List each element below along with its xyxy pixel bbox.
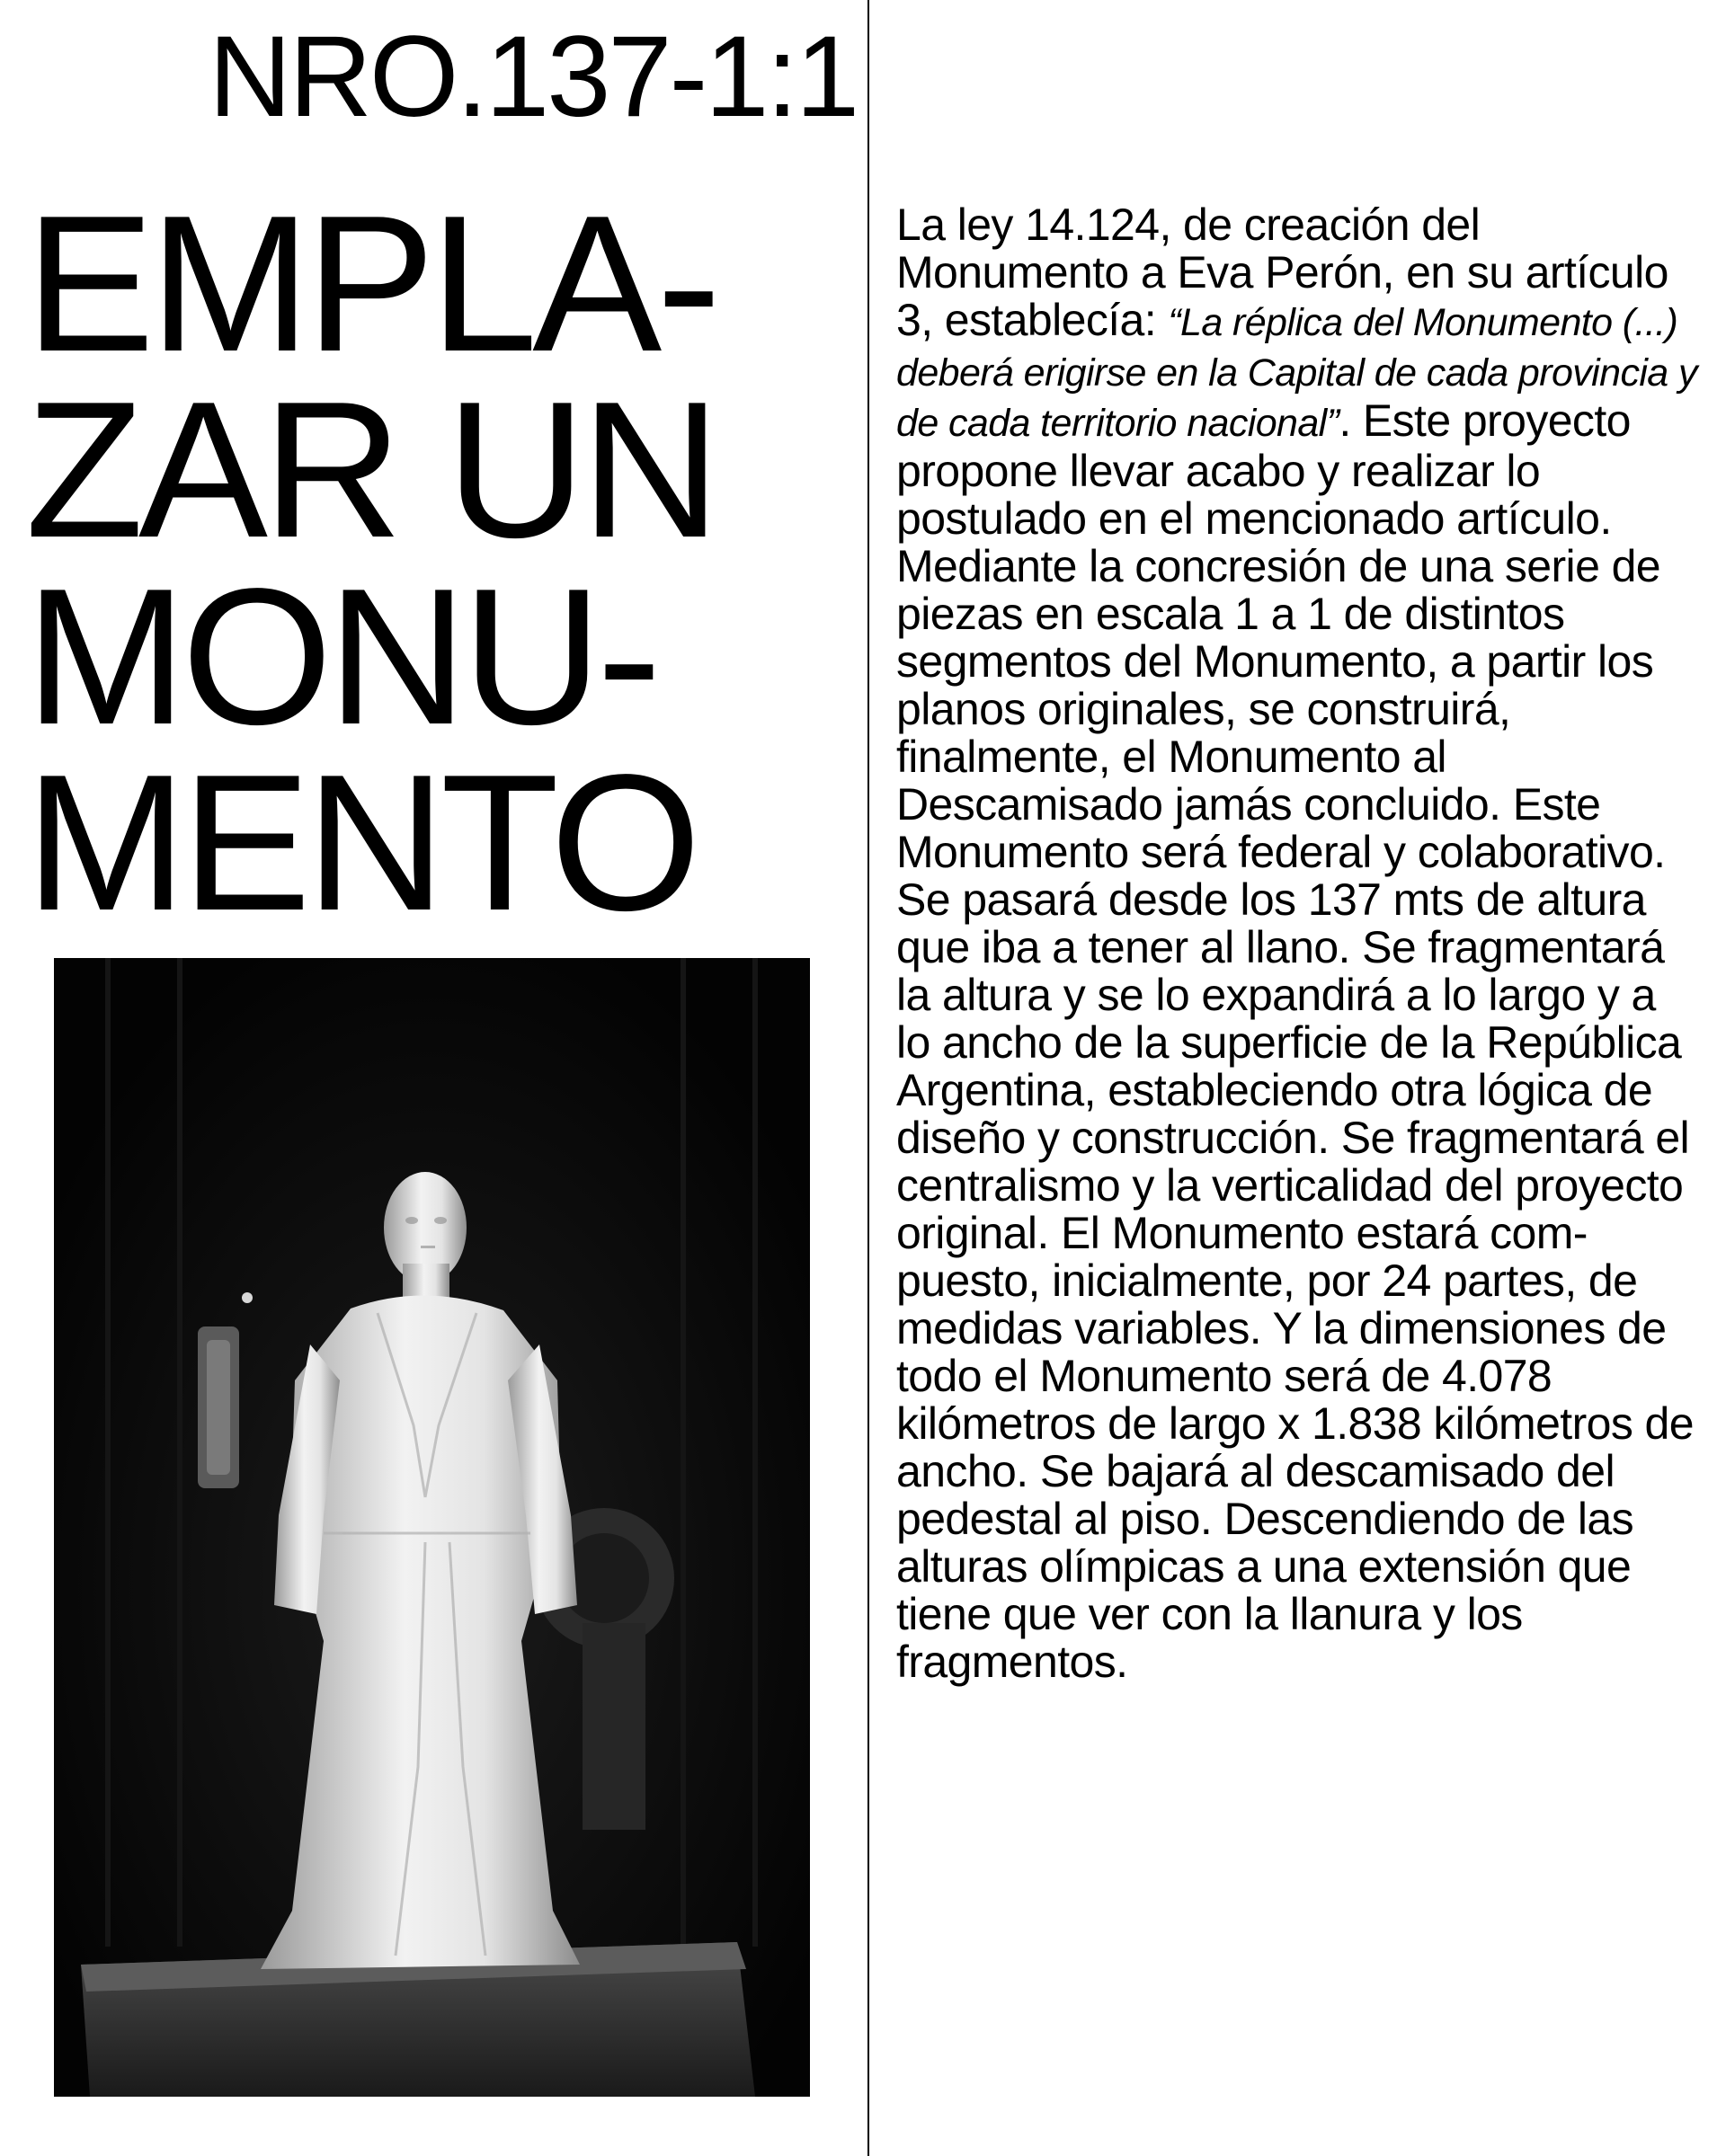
article-rest: . Este proyecto propone llevar acabo y realizar lo postulado en el mencionado artículo. Mediante la concresión de una serie de piezas en escala 1 a 1 de distintos segmentos del Monumento, a partir los planos originales, se construirá, finalmente, el Monumento al Descamisado jamás concluido. Este Monumento será federal y colaborativo. Se pasará desde los 137 mts de altura que iba a tener al llano. Se fragmentará la altura y se lo expandirá a lo largo y a lo ancho de la superficie de la República Argentina, estableciendo otra lógica de diseño y construcción. Se fragmentará el centralismo y la verticalidad del proyecto original. El Monumento estará compuesto, inicialmente, por 24 partes, de medidas variables. Y la dimensiones de todo el Monumento será de 4.078 kilómetros de largo x 1.838 kilómetros de ancho. Se bajará al descamisado del pedestal al piso. Descendiendo de las alturas olímpicas a una extensión que tiene que ver con la llanura y los fragmentos.	[896, 395, 1694, 1687]
article-quote: “La réplica del Monumento (...) deberá erigirse en la Capital de cada provincia y de cada territorio nacional”	[896, 301, 1697, 445]
title-line: EMPLA-	[25, 174, 716, 392]
page-title	[25, 174, 852, 952]
title-line: ZAR UN	[25, 360, 716, 579]
article-body	[896, 201, 1701, 1686]
article-intro: La ley 14.124, de creación del Monumento a Eva Perón, en su artículo 3, establecía:	[896, 200, 1668, 345]
statue-photo-illustration	[54, 958, 810, 2097]
title-line: MENTO	[25, 733, 697, 952]
title-line: MONU-	[25, 546, 656, 765]
column-divider	[867, 0, 869, 2156]
issue-code: NRO.137-1:1	[209, 13, 858, 141]
statue-photo	[54, 958, 810, 2097]
